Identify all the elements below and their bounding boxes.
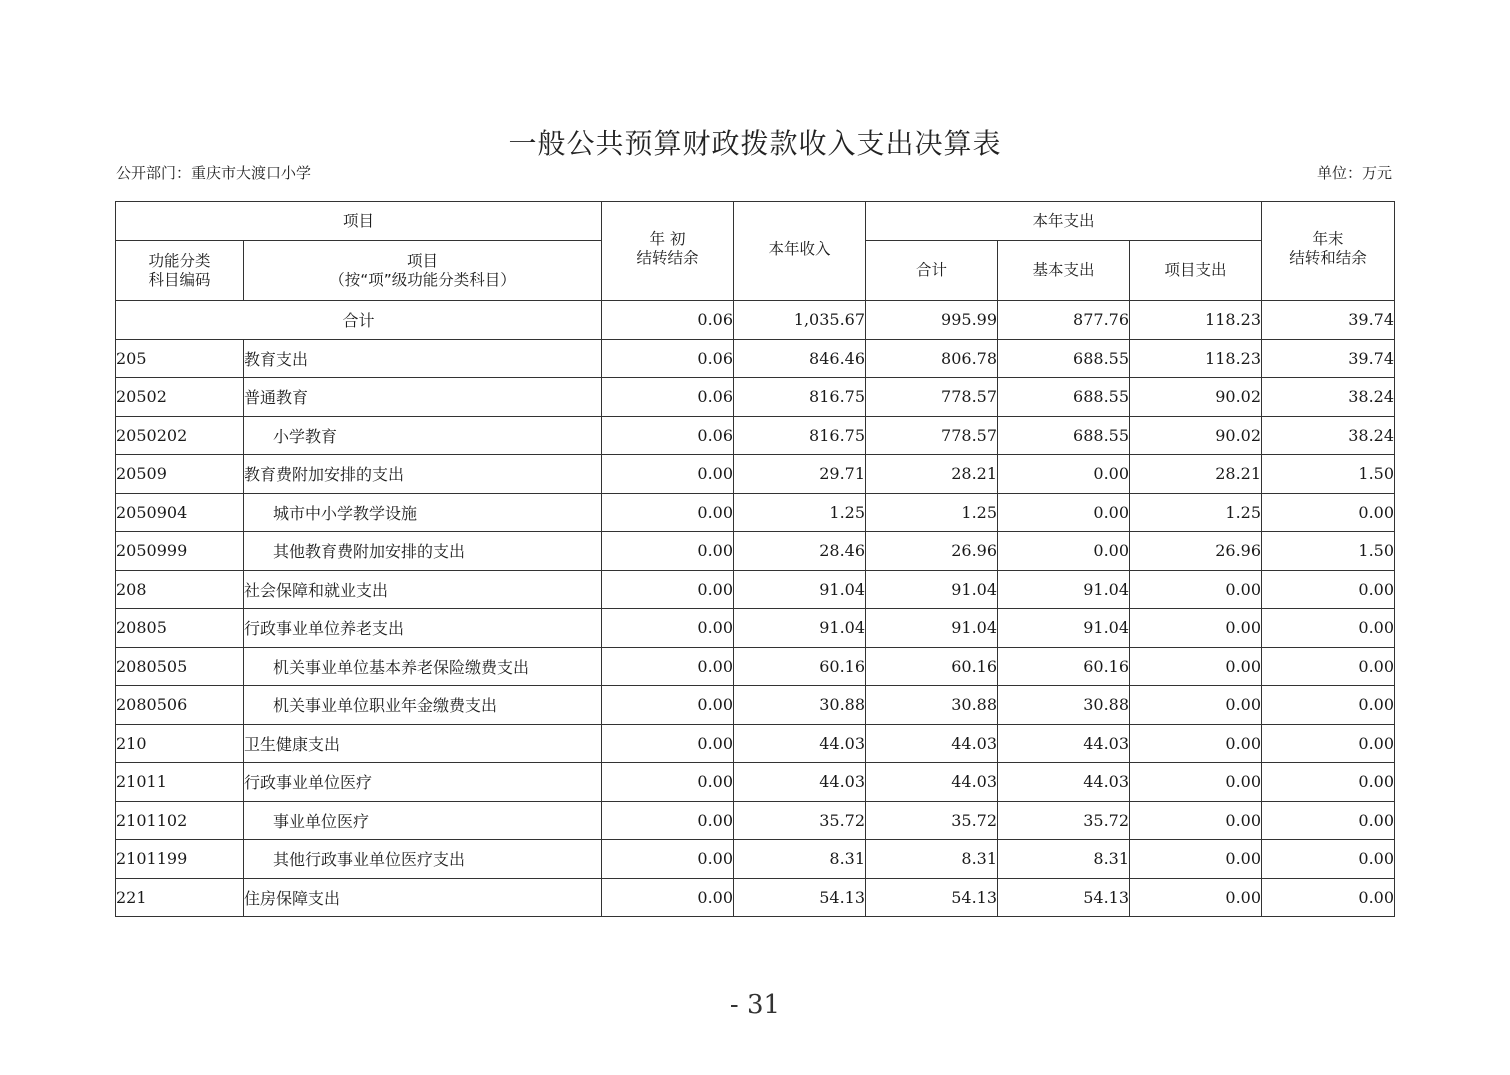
row-expense-basic: 91.04	[998, 609, 1130, 648]
row-expense-basic: 91.04	[998, 570, 1130, 609]
row-code: 2101199	[116, 840, 244, 879]
row-name: 事业单位医疗	[244, 801, 602, 840]
row-opening: 0.00	[602, 455, 734, 494]
header-opening-balance: 年 初 结转结余	[602, 202, 734, 301]
row-closing: 0.00	[1262, 647, 1395, 686]
row-income: 29.71	[734, 455, 866, 494]
row-name: 其他教育费附加安排的支出	[244, 532, 602, 571]
row-name: 住房保障支出	[244, 878, 602, 917]
row-code: 205	[116, 339, 244, 378]
total-income: 1,035.67	[734, 301, 866, 340]
row-expense-total: 91.04	[866, 609, 998, 648]
row-opening: 0.06	[602, 378, 734, 417]
row-code: 210	[116, 724, 244, 763]
page-number: - 31	[729, 990, 781, 1020]
row-closing: 38.24	[1262, 416, 1395, 455]
row-name: 机关事业单位职业年金缴费支出	[244, 686, 602, 725]
table-row	[116, 570, 1395, 609]
row-opening: 0.00	[602, 763, 734, 802]
row-expense-total: 26.96	[866, 532, 998, 571]
row-income: 28.46	[734, 532, 866, 571]
row-closing: 0.00	[1262, 878, 1395, 917]
row-opening: 0.00	[602, 840, 734, 879]
table-row	[116, 840, 1395, 879]
row-opening: 0.06	[602, 339, 734, 378]
row-code: 20805	[116, 609, 244, 648]
table-row	[116, 378, 1395, 417]
row-expense-basic: 35.72	[998, 801, 1130, 840]
table-row	[116, 801, 1395, 840]
row-expense-total: 28.21	[866, 455, 998, 494]
row-opening: 0.00	[602, 801, 734, 840]
row-code: 20502	[116, 378, 244, 417]
row-income: 1.25	[734, 493, 866, 532]
table-row	[116, 455, 1395, 494]
row-income: 846.46	[734, 339, 866, 378]
row-code: 208	[116, 570, 244, 609]
page-title: 一般公共预算财政拨款收入支出决算表	[508, 127, 1002, 160]
row-opening: 0.00	[602, 724, 734, 763]
row-expense-project: 26.96	[1130, 532, 1262, 571]
row-expense-basic: 60.16	[998, 647, 1130, 686]
row-expense-total: 44.03	[866, 724, 998, 763]
row-expense-basic: 0.00	[998, 532, 1130, 571]
row-closing: 0.00	[1262, 724, 1395, 763]
row-code: 2050904	[116, 493, 244, 532]
row-expense-basic: 44.03	[998, 763, 1130, 802]
row-expense-total: 8.31	[866, 840, 998, 879]
row-expense-project: 0.00	[1130, 801, 1262, 840]
row-closing: 38.24	[1262, 378, 1395, 417]
row-closing: 0.00	[1262, 686, 1395, 725]
row-expense-total: 30.88	[866, 686, 998, 725]
row-income: 54.13	[734, 878, 866, 917]
row-expense-project: 0.00	[1130, 686, 1262, 725]
row-expense-total: 778.57	[866, 416, 998, 455]
row-opening: 0.00	[602, 570, 734, 609]
row-expense-total: 806.78	[866, 339, 998, 378]
table-row	[116, 416, 1395, 455]
row-code: 20509	[116, 455, 244, 494]
row-opening: 0.00	[602, 609, 734, 648]
row-code: 2080506	[116, 686, 244, 725]
table-row	[116, 532, 1395, 571]
table-row	[116, 609, 1395, 648]
department-label: 公开部门：重庆市大渡口小学	[116, 164, 312, 182]
row-opening: 0.00	[602, 532, 734, 571]
row-income: 91.04	[734, 609, 866, 648]
row-expense-project: 90.02	[1130, 378, 1262, 417]
row-expense-project: 0.00	[1130, 724, 1262, 763]
row-code: 2050999	[116, 532, 244, 571]
table-row	[116, 339, 1395, 378]
row-expense-project: 28.21	[1130, 455, 1262, 494]
table-row	[116, 878, 1395, 917]
row-expense-total: 60.16	[866, 647, 998, 686]
row-name: 社会保障和就业支出	[244, 570, 602, 609]
row-code: 2080505	[116, 647, 244, 686]
table-row	[116, 724, 1395, 763]
row-code: 2101102	[116, 801, 244, 840]
row-expense-basic: 54.13	[998, 878, 1130, 917]
row-income: 816.75	[734, 378, 866, 417]
row-opening: 0.00	[602, 493, 734, 532]
budget-table	[115, 201, 1395, 917]
unit-label: 单位：万元	[1316, 164, 1392, 182]
total-expense-project: 118.23	[1130, 301, 1262, 340]
row-name: 行政事业单位医疗	[244, 763, 602, 802]
total-expense-total: 995.99	[866, 301, 998, 340]
row-name: 普通教育	[244, 378, 602, 417]
row-expense-basic: 688.55	[998, 378, 1130, 417]
header-func-code: 功能分类 科目编码	[116, 241, 244, 301]
row-opening: 0.00	[602, 878, 734, 917]
row-name: 其他行政事业单位医疗支出	[244, 840, 602, 879]
table-row	[116, 686, 1395, 725]
total-expense-basic: 877.76	[998, 301, 1130, 340]
total-row	[116, 301, 1395, 340]
row-opening: 0.06	[602, 416, 734, 455]
row-income: 816.75	[734, 416, 866, 455]
header-item-name: 项目 （按“项”级功能分类科目）	[244, 241, 602, 301]
total-closing: 39.74	[1262, 301, 1395, 340]
row-expense-basic: 688.55	[998, 416, 1130, 455]
row-code: 21011	[116, 763, 244, 802]
row-name: 教育支出	[244, 339, 602, 378]
row-income: 91.04	[734, 570, 866, 609]
row-expense-basic: 44.03	[998, 724, 1130, 763]
row-closing: 0.00	[1262, 570, 1395, 609]
row-income: 8.31	[734, 840, 866, 879]
table-row	[116, 647, 1395, 686]
row-code: 221	[116, 878, 244, 917]
table-row	[116, 763, 1395, 802]
row-expense-project: 1.25	[1130, 493, 1262, 532]
row-expense-project: 0.00	[1130, 840, 1262, 879]
row-expense-project: 118.23	[1130, 339, 1262, 378]
row-expense-total: 54.13	[866, 878, 998, 917]
row-closing: 0.00	[1262, 493, 1395, 532]
row-closing: 1.50	[1262, 455, 1395, 494]
row-expense-project: 0.00	[1130, 647, 1262, 686]
row-name: 卫生健康支出	[244, 724, 602, 763]
row-expense-total: 35.72	[866, 801, 998, 840]
row-expense-total: 778.57	[866, 378, 998, 417]
row-income: 44.03	[734, 724, 866, 763]
row-expense-total: 91.04	[866, 570, 998, 609]
header-exp-basic: 基本支出	[998, 241, 1130, 301]
header-exp-project: 项目支出	[1130, 241, 1262, 301]
row-expense-project: 90.02	[1130, 416, 1262, 455]
row-expense-project: 0.00	[1130, 570, 1262, 609]
row-income: 44.03	[734, 763, 866, 802]
row-closing: 0.00	[1262, 609, 1395, 648]
row-expense-basic: 0.00	[998, 455, 1130, 494]
row-closing: 0.00	[1262, 763, 1395, 802]
row-expense-project: 0.00	[1130, 878, 1262, 917]
row-closing: 1.50	[1262, 532, 1395, 571]
row-income: 60.16	[734, 647, 866, 686]
row-income: 35.72	[734, 801, 866, 840]
row-name: 城市中小学教学设施	[244, 493, 602, 532]
row-expense-basic: 30.88	[998, 686, 1130, 725]
row-expense-basic: 0.00	[998, 493, 1130, 532]
header-income: 本年收入	[734, 202, 866, 301]
header-expense-group: 本年支出	[866, 202, 1262, 241]
row-income: 30.88	[734, 686, 866, 725]
total-opening: 0.06	[602, 301, 734, 340]
row-closing: 0.00	[1262, 840, 1395, 879]
row-expense-total: 44.03	[866, 763, 998, 802]
row-expense-project: 0.00	[1130, 609, 1262, 648]
row-expense-project: 0.00	[1130, 763, 1262, 802]
row-closing: 39.74	[1262, 339, 1395, 378]
row-name: 机关事业单位基本养老保险缴费支出	[244, 647, 602, 686]
table-row	[116, 493, 1395, 532]
row-opening: 0.00	[602, 686, 734, 725]
header-exp-total: 合计	[866, 241, 998, 301]
header-item-group: 项目	[116, 202, 602, 241]
row-expense-basic: 8.31	[998, 840, 1130, 879]
row-name: 教育费附加安排的支出	[244, 455, 602, 494]
row-code: 2050202	[116, 416, 244, 455]
row-name: 小学教育	[244, 416, 602, 455]
row-opening: 0.00	[602, 647, 734, 686]
row-expense-basic: 688.55	[998, 339, 1130, 378]
row-name: 行政事业单位养老支出	[244, 609, 602, 648]
row-closing: 0.00	[1262, 801, 1395, 840]
row-expense-total: 1.25	[866, 493, 998, 532]
header-closing-balance: 年末 结转和结余	[1262, 202, 1395, 301]
total-label: 合计	[116, 301, 602, 340]
